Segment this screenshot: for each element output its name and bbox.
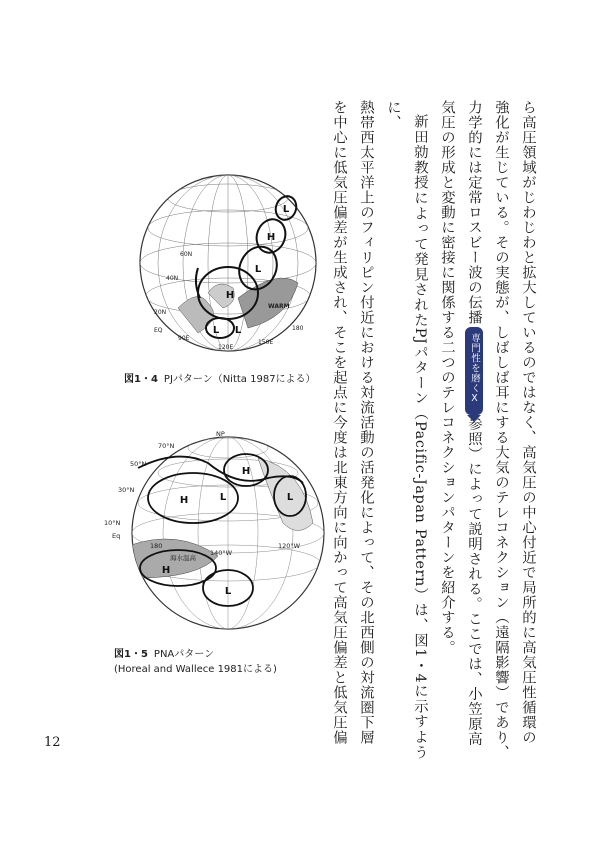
lon-label: 140°W xyxy=(210,549,233,557)
lat-label: 30°N xyxy=(118,486,135,494)
pj-label: H xyxy=(266,232,276,243)
lon-label: 150E xyxy=(258,339,274,346)
caption-number: 図1・5 xyxy=(114,649,148,660)
lat-label: 10°N xyxy=(104,519,121,527)
lat-label: 50°N xyxy=(130,460,147,468)
pj-label: L xyxy=(212,325,220,336)
text-line: 強化が生じている。その実態が、しばしば耳にする大気のテレコネクション（遠隔影響）であり、 xyxy=(493,100,509,760)
pna-label: L xyxy=(219,492,227,503)
pna-label: H xyxy=(161,565,171,576)
pj-label: L xyxy=(282,204,290,215)
text-line: 気圧の形成と変動に密接に関係する二つのテレコネクションパターンを紹介する。 xyxy=(439,100,455,655)
pna-label: L xyxy=(286,492,294,503)
text-line xyxy=(379,100,433,760)
text-line: 熱帯西太平洋上のフィリピン付近における対流活動の活発化によって、その北西側の対流圏下層 xyxy=(358,100,374,745)
lon-label: 120E xyxy=(218,344,234,351)
lat-label: Eq xyxy=(112,532,121,540)
caption-text: PJパターン（Nitta 1987による） xyxy=(163,374,316,385)
text-segment: パターン（Pacific-Japan Pattern）は、図1・4に示すように、 xyxy=(385,100,428,760)
text-segment: 力学的には定常ロスビー波の伝播 xyxy=(466,100,482,325)
pna-label: H xyxy=(179,495,189,506)
lon-label: 90E xyxy=(178,335,190,342)
pna-globe-map xyxy=(104,428,328,638)
pna-label: H xyxy=(241,466,251,477)
text-line: ら高圧領域がじわじわと拡大しているのではなく、高気圧の中心付近で局所的に高気圧性循環の xyxy=(520,100,536,745)
figure-caption-1 xyxy=(124,370,316,385)
text-segment: 参照）によって説明される。ここでは、小笠原高 xyxy=(466,416,482,747)
lat-label: 20N xyxy=(154,309,167,316)
text-segment: 新田勍教授によって発見された xyxy=(412,114,428,329)
text-line: を中心に低気圧偏差が生成され、そこを起点に今度は北東方向に向かって高気圧偏差と低気圧偏 xyxy=(331,100,347,745)
lon-label: 180 xyxy=(150,542,163,550)
pj-globe-map xyxy=(138,168,318,358)
pj-pattern-figure xyxy=(138,168,318,358)
lat-label: 40N xyxy=(166,275,179,282)
lat-label: 60N xyxy=(180,251,193,258)
figure-caption-2-source xyxy=(114,660,277,675)
caption-text: PNAパターン xyxy=(153,649,215,660)
page-number: 12 xyxy=(44,735,61,750)
lat-label: EQ xyxy=(154,327,163,334)
text-line xyxy=(460,100,487,760)
pj-label: H xyxy=(225,290,235,301)
warm-label: 海水温高 xyxy=(170,554,196,562)
body-text xyxy=(325,100,541,760)
caption-source: (Horeal and Wallece 1981による) xyxy=(114,664,277,675)
pna-pattern-figure xyxy=(104,428,328,638)
text-segment: PJ xyxy=(412,328,428,345)
lon-label: 180 xyxy=(292,325,304,332)
pj-label: L xyxy=(254,264,262,275)
reference-badge: 専門性を磨くⅩ xyxy=(465,327,483,415)
caption-number: 図1・4 xyxy=(124,374,158,385)
pna-label: L xyxy=(224,586,232,597)
lon-label: 120°W xyxy=(278,542,301,550)
pj-label: L xyxy=(234,325,242,336)
np-label: NP xyxy=(216,430,225,438)
warm-label: WARM xyxy=(268,303,290,310)
lat-label: 70°N xyxy=(158,442,175,450)
figure-caption-2 xyxy=(114,645,214,660)
